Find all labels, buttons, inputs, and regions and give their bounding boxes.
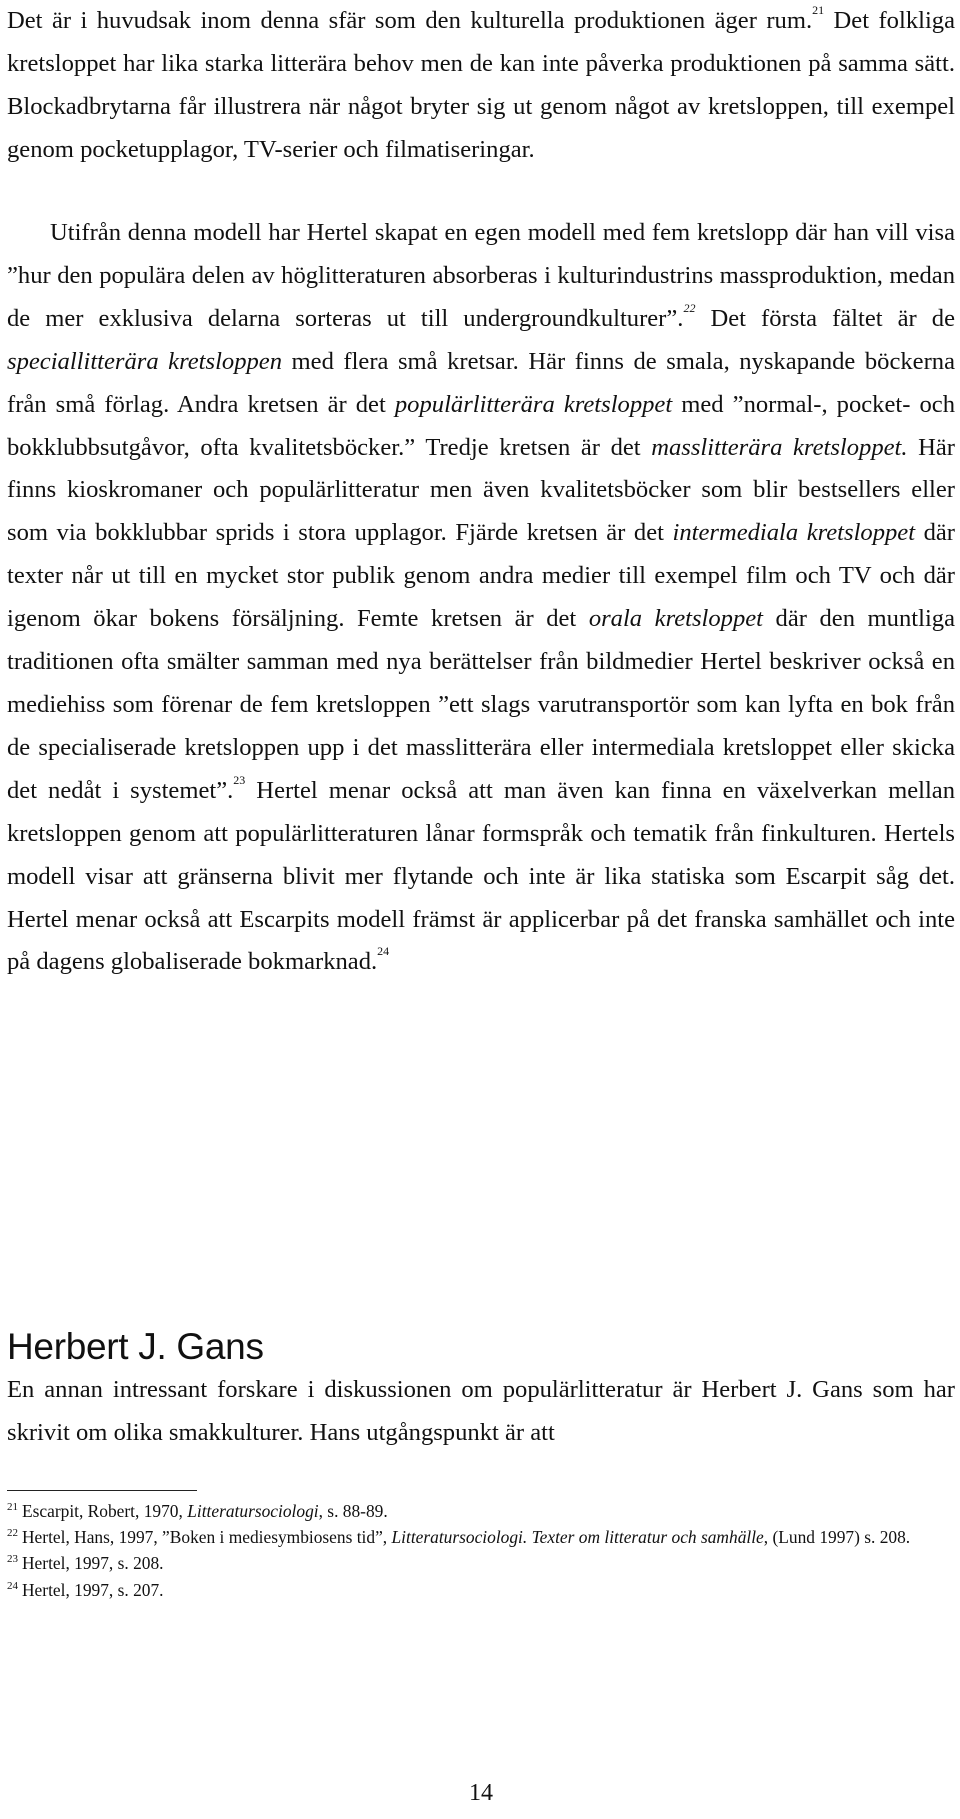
term-speciallitterara: speciallitterära kretsloppen [7, 347, 283, 375]
footnote-title: Litteratursociologi [187, 1501, 319, 1521]
footnote-text-end: , s. 88-89. [318, 1501, 388, 1521]
footnote-title: Litteratursociologi. Texter om litteratur och samhälle [391, 1527, 764, 1548]
paragraph-2-text-a: Utifrån denna modell har Hertel skapat en egen modell med fem kretslopp där han vill visa ”hur den populära delen av höglitteraturen absorberas i kulturindustrins massproduktion, medan de mer exklusiva delarna sorteras ut till undergroundkulturer”. [7, 219, 955, 332]
footnote-text: Hertel, 1997, s. 208. [22, 1553, 164, 1574]
paragraph-2-text-l: där den muntliga traditionen ofta smälter samman med nya berättelser från bildmedier Hertel beskriver också en mediehiss som förenar de fem kretsloppen ”ett slags varutransportör som kan lyfta en bok från de specialiserade kretsloppen upp i det masslitterära eller intermediala kretsloppet eller skicka det nedåt i systemet”. [7, 605, 955, 804]
footnote-23 [7, 1550, 955, 1576]
footnote-divider [7, 1490, 197, 1491]
paragraph-2-text-b: Det första fältet är de [695, 304, 956, 332]
footnote-ref-23[interactable]: 23 [233, 772, 246, 787]
footnotes [7, 1498, 955, 1603]
paragraph-3: En annan intressant forskare i diskussionen om populärlitteratur är Herbert J. Gans som har skrivit om olika smakkulturer. Hans utgångspunkt är att [7, 1376, 955, 1446]
paragraph-1-text-cont: Det folkliga kretsloppet har lika starka litterära behov men de kan inte påverka produktionen på samma sätt. Blockadbrytarna får illustrera när något bryter sig ut genom något av kretsloppen, till exempel genom pocketupplagor, TV-serier och filmatiseringar. [7, 7, 955, 163]
page-number: 14 [469, 1780, 493, 1806]
term-intermediala: intermediala kretsloppet [672, 519, 916, 547]
footnote-21 [7, 1498, 955, 1524]
footnote-text-end: , (Lund 1997) s. 208. [763, 1527, 911, 1548]
term-masslitterara: masslitterära kretsloppet. [651, 433, 908, 461]
paragraph-1 [7, 0, 955, 172]
footnote-ref-24[interactable]: 24 [377, 944, 390, 959]
footnote-text: Hertel, Hans, 1997, ”Boken i mediesymbiosens tid”, [22, 1527, 392, 1548]
paragraph-2-text-f: med ”normal-, pocket- och bokklubbsutgåvor, ofta kvalitetsböcker.” Tredje kretsen är det [7, 390, 955, 461]
footnote-text: Escarpit, Robert, 1970, [22, 1501, 188, 1521]
footnote-number: 23 [7, 1553, 18, 1566]
term-orala: orala kretsloppet [588, 605, 764, 633]
section-heading: Herbert J. Gans [7, 1326, 264, 1367]
paragraph-2 [7, 212, 955, 984]
footnote-number: 22 [7, 1527, 18, 1540]
footnote-ref-21[interactable]: 21 [812, 3, 825, 17]
paragraph-2-text-m: Hertel menar också att man även kan finna en växelverkan mellan kretsloppen genom att populärlitteraturen lånar formspråk och tematik från finkulturen. Hertels modell visar att gränserna blivit mer flytande och inte är lika statiska som Escarpit såg det. Hertel menar också att Escarpits modell främst är applicerbar på det franska samhället och inte på dagens globaliserade bokmarknad. [7, 776, 955, 976]
footnote-number: 24 [7, 1579, 18, 1592]
paragraph-2-text-d: med flera små kretsar. Här finns de smala, nyskapande böckerna från små förlag. Andra kretsen är det [7, 347, 956, 418]
footnote-number: 21 [7, 1501, 18, 1513]
footnote-ref-22[interactable]: 22 [683, 300, 696, 315]
footnote-24 [7, 1577, 955, 1603]
paragraph-2-text-j: där texter når ut till en mycket stor publik genom andra medier till exempel film och TV och där igenom ökar bokens försäljning. Femte kretsen är det [7, 519, 955, 633]
paragraph-2-text-h: Här finns kioskromaner och populärlitteratur men även kvalitetsböcker som blir bestsellers eller som via bokklubbar sprids i stora upplagor. Fjärde kretsen är det [7, 433, 956, 547]
footnote-text: Hertel, 1997, s. 207. [22, 1579, 164, 1600]
term-popularlitterara: populärlitterära kretsloppet [394, 390, 673, 418]
footnote-22 [7, 1524, 955, 1550]
paragraph-1-text: Det är i huvudsak inom denna sfär som den kulturella produktionen äger rum. [7, 7, 813, 34]
